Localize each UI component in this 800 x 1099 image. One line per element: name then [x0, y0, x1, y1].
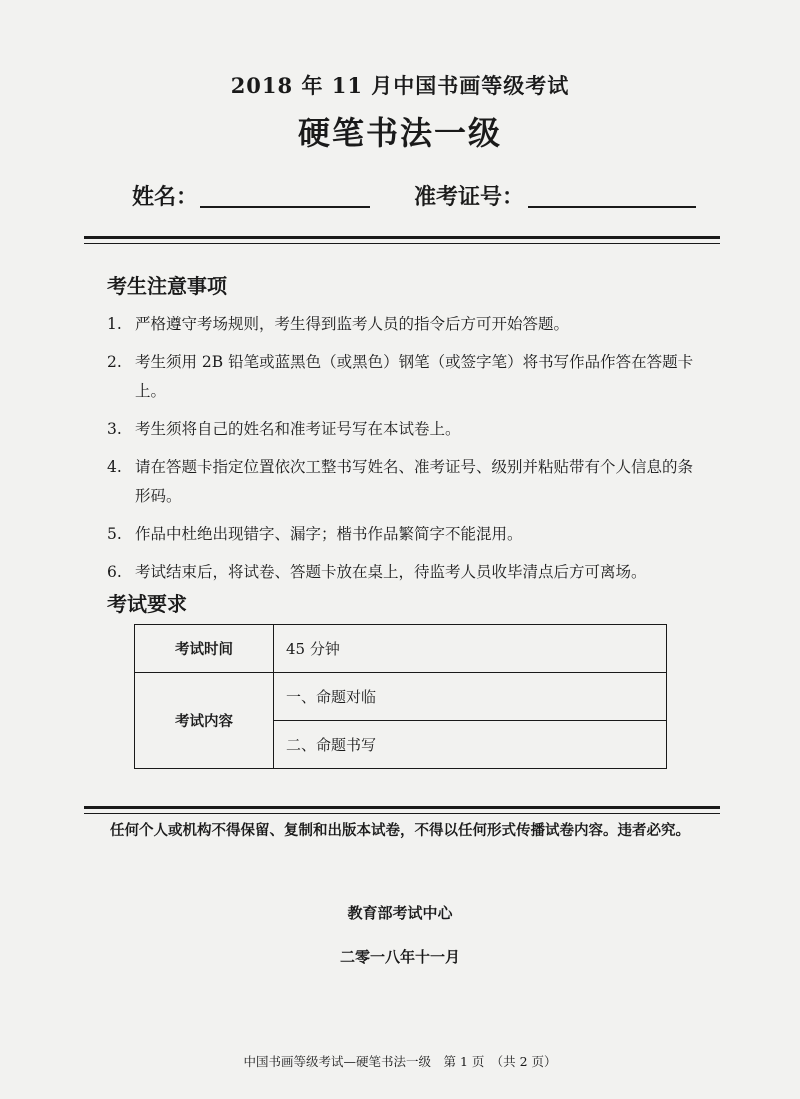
note-number: 6. [107, 563, 122, 581]
note-text: 严格遵守考场规则，考生得到监考人员的指令后方可开始答题。 [135, 315, 570, 333]
footer-divider-thick [84, 806, 720, 809]
header-divider-thick [84, 236, 720, 239]
name-blank-line [200, 206, 370, 208]
note-text: 作品中杜绝出现错字、漏字；楷书作品繁简字不能混用。 [135, 525, 523, 543]
list-item [107, 415, 707, 444]
footer-divider-thin [84, 813, 720, 814]
note-text: 考生须用 2B 铅笔或蓝黑色（或黑色）钢笔（或签字笔）将书写作品作答在答题卡上。 [135, 353, 694, 400]
requirements-table [134, 624, 667, 769]
exam-id-label: 准考证号： [414, 184, 525, 210]
header-divider-thin [84, 243, 720, 244]
exam-title: 2018 年 11 月中国书画等级考试 [230, 73, 570, 98]
requirements-section-title: 考试要求 [107, 592, 187, 616]
note-text: 考试结束后，将试卷、答题卡放在桌上，待监考人员收毕清点后方可离场。 [135, 563, 647, 581]
table-row [135, 625, 667, 673]
copyright-warning: 任何个人或机构不得保留、复制和出版本试卷，不得以任何形式传播试卷内容。违者必究。 [110, 823, 690, 839]
exam-content-label: 考试内容 [135, 673, 274, 769]
note-number: 3. [107, 420, 122, 438]
list-item [107, 310, 707, 339]
note-text: 考生须将自己的姓名和准考证号写在本试卷上。 [135, 420, 461, 438]
subject-title: 硬笔书法一级 [297, 114, 502, 152]
exam-content-item: 二、命题书写 [274, 721, 667, 769]
note-number: 1. [107, 315, 122, 333]
note-text: 请在答题卡指定位置依次工整书写姓名、准考证号、级别并粘贴带有个人信息的条形码。 [135, 458, 694, 505]
note-number: 5. [107, 525, 122, 543]
notes-list [107, 310, 707, 596]
issue-date: 二零一八年十一月 [339, 948, 460, 966]
table-row [135, 673, 667, 721]
issuer: 教育部考试中心 [347, 904, 453, 922]
exam-time-label: 考试时间 [135, 625, 274, 673]
list-item [107, 558, 707, 587]
name-label: 姓名： [132, 184, 199, 210]
list-item [107, 453, 707, 511]
page-footer: 中国书画等级考试—硬笔书法一级 第 1 页 （共 2 页） [243, 1054, 557, 1069]
list-item [107, 520, 707, 549]
list-item [107, 348, 707, 406]
note-number: 2. [107, 353, 122, 371]
exam-id-blank-line [528, 206, 696, 208]
notes-section-title: 考生注意事项 [107, 274, 227, 298]
exam-content-item: 一、命题对临 [274, 673, 667, 721]
note-number: 4. [107, 458, 122, 476]
exam-time-value: 45 分钟 [274, 625, 667, 673]
